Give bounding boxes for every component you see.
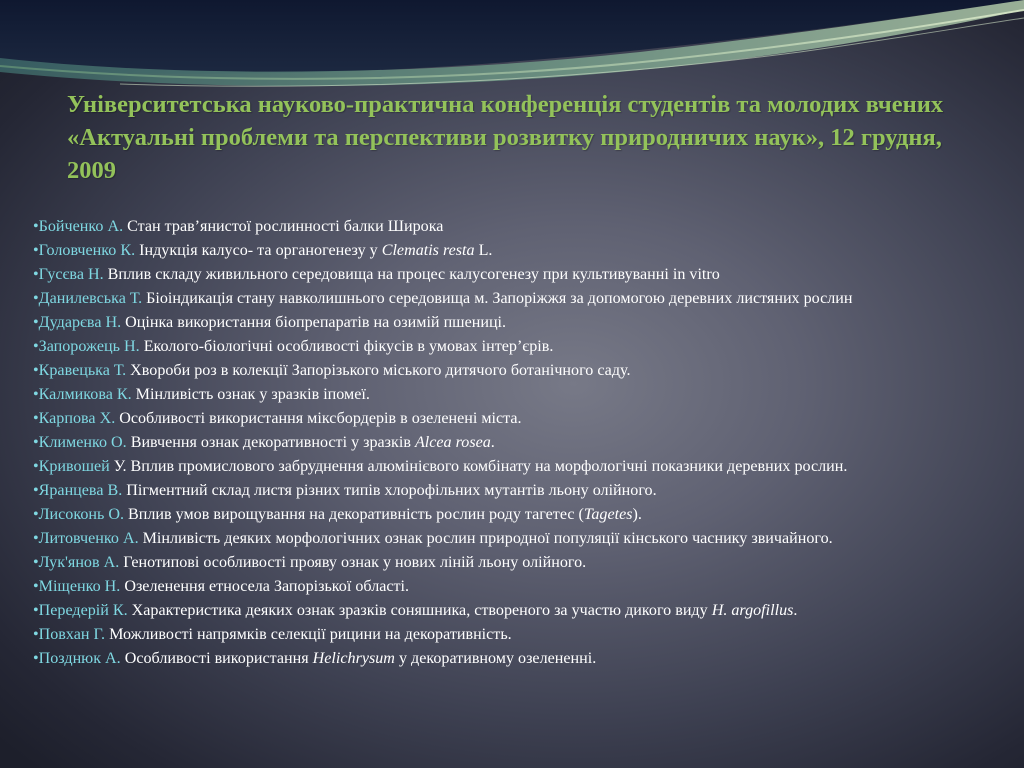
bullet-icon: • — [33, 386, 39, 403]
page-title: Університетська науково-практична конференція студентів та молодих вчених «Актуальні проблеми та перспективи розвитку природничих наук», 12 грудня, 2009 — [67, 91, 944, 184]
entry-title: Біоіндикація стану навколишнього середовища м. Запоріжжя за допомогою деревних листяних рослин — [142, 290, 853, 307]
entry-title: Озеленення етносела Запорізької області. — [120, 578, 410, 595]
entry-title: У. Вплив промислового забруднення алюмінієвого комбінату на морфологічні показники деревних рослин. — [109, 458, 848, 475]
author-name: Головченко К. — [38, 242, 136, 259]
list-item — [33, 407, 1013, 431]
author-name: Передерій К. — [38, 602, 128, 619]
entry-title: Хвороби роз в колекції Запорізького міського дитячого ботанічного саду. — [126, 362, 631, 379]
author-name: Карпова Х. — [38, 410, 116, 427]
list-item — [33, 311, 1013, 335]
entry-title: Індукція калусо- та органогенезу у — [135, 242, 382, 259]
bullet-icon: • — [33, 602, 39, 619]
author-name: Лук'янов А. — [38, 554, 120, 571]
list-item — [33, 215, 1013, 239]
entry-title: . — [490, 434, 495, 451]
bullet-icon: • — [33, 242, 39, 259]
decorative-swoosh — [0, 0, 1024, 95]
list-item — [33, 383, 1013, 407]
entry-title: Генотипові особливості прояву ознак у нових ліній льону олійного. — [119, 554, 587, 571]
author-name: Гусєва Н. — [38, 266, 104, 283]
author-name: Повхан Г. — [38, 626, 106, 643]
author-name: Лисоконь О. — [38, 506, 125, 523]
entry-title: Пігментний склад листя різних типів хлорофільних мутантів льону олійного. — [122, 482, 657, 499]
entry-title: Вплив складу живильного середовища на процес калусогенезу при культивуванні in vitro — [103, 266, 720, 283]
list-item — [33, 575, 1013, 599]
entry-title: Оцінка використання біопрепаратів на озимій пшениці. — [121, 314, 507, 331]
list-item — [33, 239, 1013, 263]
entry-title: Особливості використання — [120, 650, 313, 667]
author-name: Кривошей — [38, 458, 110, 475]
author-name: Бойченко А. — [38, 218, 124, 235]
author-name: Кравецька Т. — [38, 362, 127, 379]
author-name: Дударєва Н. — [38, 314, 122, 331]
list-item — [33, 527, 1013, 551]
entry-title: ). — [632, 506, 642, 523]
bullet-icon: • — [33, 410, 39, 427]
bullet-icon: • — [33, 530, 39, 547]
list-item — [33, 599, 1013, 623]
list-item — [33, 503, 1013, 527]
list-item — [33, 335, 1013, 359]
list-item — [33, 287, 1013, 311]
list-item — [33, 359, 1013, 383]
bullet-icon: • — [33, 626, 39, 643]
bullet-icon: • — [33, 362, 39, 379]
entry-title: Вивчення ознак декоративності у зразків — [126, 434, 415, 451]
bullet-icon: • — [33, 314, 39, 331]
entry-title: Характеристика деяких ознак зразків соняшника, створеного за участю дикого виду — [127, 602, 712, 619]
author-name: Міщенко Н. — [38, 578, 121, 595]
bullet-icon: • — [33, 266, 39, 283]
entry-title: L. — [474, 242, 493, 259]
entry-title: у декоративному озелененні. — [394, 650, 597, 667]
bullet-icon: • — [33, 290, 39, 307]
bullet-icon: • — [33, 434, 39, 451]
species-name: Clematis resta — [381, 242, 475, 259]
entry-title: . — [793, 602, 798, 619]
species-name: Tagetes — [583, 506, 633, 523]
entry-title: Стан трав’янистої рослинності балки Широка — [123, 218, 444, 235]
entry-title: Еколого-біологічні особливості фікусів в умовах інтер’єрів. — [139, 338, 554, 355]
entries-list — [33, 215, 1013, 671]
author-name: Яранцева В. — [38, 482, 123, 499]
list-item — [33, 263, 1013, 287]
bullet-icon: • — [33, 458, 39, 475]
author-name: Запорожець Н. — [38, 338, 140, 355]
bullet-icon: • — [33, 506, 39, 523]
list-item — [33, 479, 1013, 503]
author-name: Позднюк А. — [38, 650, 121, 667]
entry-title: Можливості напрямків селекції рицини на декоративність. — [105, 626, 512, 643]
list-item — [33, 431, 1013, 455]
list-item — [33, 455, 1013, 479]
author-name: Калмикова К. — [38, 386, 132, 403]
list-item — [33, 623, 1013, 647]
species-name: H. argofillus — [711, 602, 794, 619]
author-name: Клименко О. — [38, 434, 127, 451]
entry-title: Особливості використання міксбордерів в озеленені міста. — [115, 410, 522, 427]
author-name: Литовченко А. — [38, 530, 139, 547]
list-item — [33, 551, 1013, 575]
author-name: Данилевська Т. — [38, 290, 143, 307]
bullet-icon: • — [33, 554, 39, 571]
bullet-icon: • — [33, 650, 39, 667]
bullet-icon: • — [33, 218, 39, 235]
species-name: Alcea rosea — [414, 434, 491, 451]
bullet-icon: • — [33, 338, 39, 355]
bullet-icon: • — [33, 578, 39, 595]
list-item — [33, 647, 1013, 671]
entry-title: Мінливість деяких морфологічних ознак рослин природної популяції кінського часнику звичайного. — [138, 530, 833, 547]
species-name: Helichrysum — [312, 650, 395, 667]
bullet-icon: • — [33, 482, 39, 499]
entry-title: Вплив умов вирощування на декоративність рослин роду тагетес ( — [124, 506, 584, 523]
entry-title: Мінливість ознак у зразків іпомеї. — [131, 386, 370, 403]
